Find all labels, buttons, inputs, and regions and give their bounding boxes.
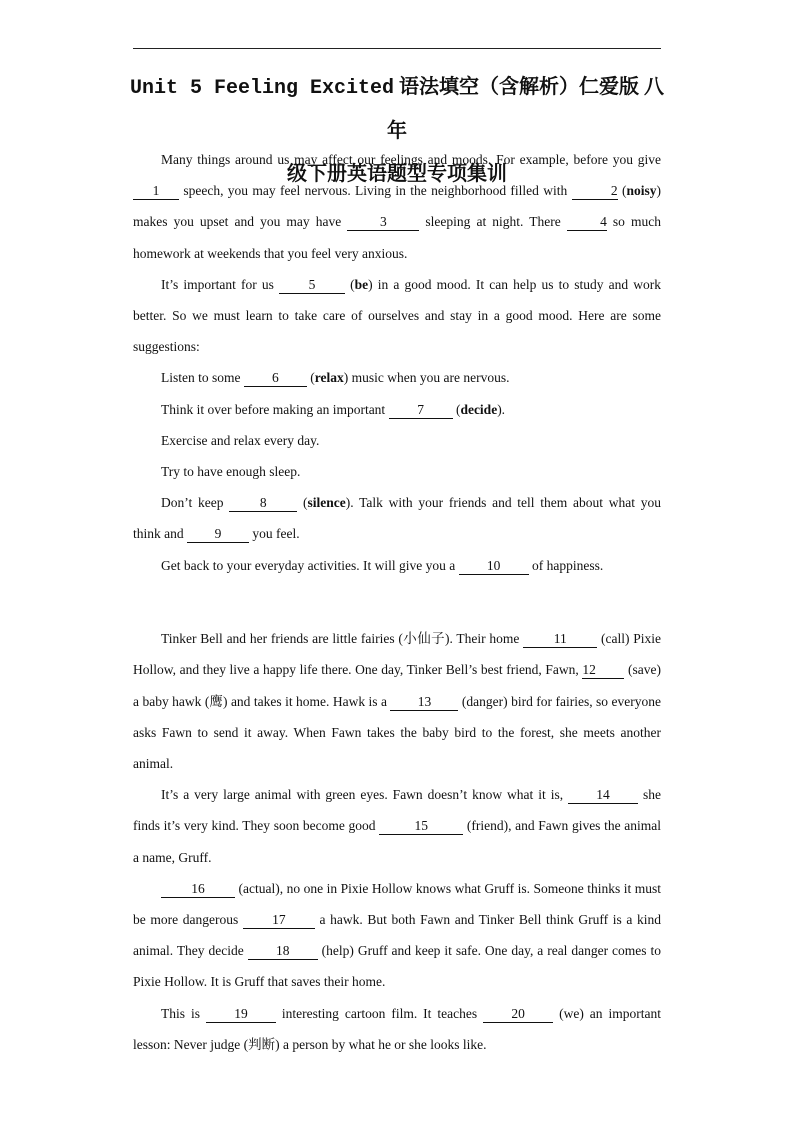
text: (call) Pixie Hollow, and they live a happy life there. One day, Tinker Bell’s best friend, Fawn, (133, 631, 662, 678)
blank-8[interactable]: 8 (229, 494, 297, 512)
blank-17[interactable]: 17 (243, 911, 315, 929)
text: ) in a good mood. It can help us to study and work better. So we must learn to take care of ourselves and stay in a good mood. Here are some suggestions: (133, 276, 661, 355)
text: sleeping at night. There (419, 214, 567, 230)
suggestion-1 (133, 362, 661, 393)
passage1-paragraph-1 (133, 144, 661, 269)
text: (actual), no one in Pixie Hollow knows what Gruff is. Someone thinks it must be more dangerous (133, 880, 661, 928)
title-line-2: 级下册英语题型专项集训 (287, 163, 507, 185)
text: ). (497, 401, 506, 417)
hint-word: silence (307, 495, 346, 511)
passage2-paragraph-3 (133, 873, 661, 998)
blank-5[interactable]: 5 (279, 276, 345, 294)
hint-word: noisy (626, 183, 657, 199)
text: ( (306, 370, 315, 386)
text: Try to have enough sleep. (161, 464, 301, 480)
blank-13[interactable]: 13 (390, 693, 458, 711)
blank-2[interactable]: 2 (572, 182, 618, 200)
text: This is (161, 1005, 206, 1021)
suggestion-6 (133, 550, 661, 581)
header-rule (133, 48, 661, 49)
suggestion-5 (133, 487, 661, 549)
text: ( (297, 495, 308, 511)
blank-4[interactable]: 4 (567, 213, 607, 231)
text: It’s a very large animal with green eyes. Fawn doesn’t know what it is, (161, 787, 569, 803)
suggestion-2 (133, 394, 661, 425)
hint-word: be (354, 276, 369, 292)
blank-20[interactable]: 20 (483, 1005, 553, 1023)
text: ( (452, 401, 461, 417)
hint-word: relax (314, 370, 344, 386)
text: interesting cartoon film. It teaches (275, 1005, 484, 1021)
blank-16[interactable]: 16 (161, 880, 235, 898)
text: you feel. (249, 526, 300, 542)
text: (danger) bird for fairies, so everyone asks Fawn to send it away. When Fawn takes the baby bird to the forest, she meets another animal. (133, 693, 661, 772)
text: ). Talk with your friends and tell them about what you think and (133, 495, 661, 542)
blank-1[interactable]: 1 (133, 182, 179, 200)
text: (save) a baby hawk (鹰) and takes it home. Hawk is a (133, 662, 661, 709)
suggestion-4 (133, 456, 661, 487)
passage2-paragraph-1 (133, 623, 661, 779)
blank-3[interactable]: 3 (347, 213, 419, 231)
text: so much homework at weekends that you feel very anxious. (133, 214, 662, 261)
text: It’s important for us (161, 276, 279, 292)
blank-12[interactable]: 12 (582, 661, 624, 679)
text: she finds it’s very kind. They soon become good (133, 787, 661, 834)
blank-6[interactable]: 6 (244, 369, 307, 387)
text: speech, you may feel nervous. Living in the neighborhood filled with (179, 183, 572, 199)
text: ) music when you are nervous. (343, 370, 510, 386)
text: Listen to some (161, 370, 244, 386)
text: Don’t keep (161, 495, 230, 511)
text: (friend), and Fawn gives the animal a name, Gruff. (133, 818, 662, 865)
text: ) makes you upset and you may have (133, 183, 661, 230)
text: a hawk. But both Fawn and Tinker Bell think Gruff is a kind animal. They decide (133, 912, 661, 959)
blank-10[interactable]: 10 (459, 557, 529, 575)
text: Many things around us may affect our feelings and moods. For example, before you give (161, 152, 661, 167)
blank-11[interactable]: 11 (523, 630, 597, 648)
blank-15[interactable]: 15 (379, 817, 463, 835)
text: Get back to your everyday activities. It will give you a (161, 557, 459, 573)
document-body (133, 144, 661, 1060)
passage2-paragraph-2 (133, 779, 661, 873)
text: (we) an important lesson: Never judge (判断) a person by what he or she looks like. (133, 1005, 661, 1052)
passage2-paragraph-4 (133, 998, 661, 1060)
hint-word: decide (460, 401, 498, 417)
blank-9[interactable]: 9 (187, 525, 249, 543)
blank-19[interactable]: 19 (206, 1005, 276, 1023)
suggestion-3 (133, 425, 661, 456)
text: of happiness. (528, 557, 604, 573)
text: ( (617, 183, 627, 199)
text: (help) Gruff and keep it safe. One day, a real danger comes to Pixie Hollow. It is Gruff that saves their home. (133, 943, 661, 990)
text: Tinker Bell and her friends are little fairies (小仙子). Their home (161, 631, 524, 647)
text: Think it over before making an important (161, 401, 389, 417)
text: Exercise and relax every day. (161, 432, 320, 448)
blank-18[interactable]: 18 (248, 942, 318, 960)
blank-7[interactable]: 7 (389, 401, 453, 419)
blank-14[interactable]: 14 (568, 786, 638, 804)
text: ( (345, 276, 355, 292)
title-chinese: 语法填空（含解析）仁爱版 八年 (387, 76, 665, 142)
passage1-paragraph-2 (133, 269, 661, 363)
title-english: Unit 5 Feeling Excited (129, 77, 395, 100)
